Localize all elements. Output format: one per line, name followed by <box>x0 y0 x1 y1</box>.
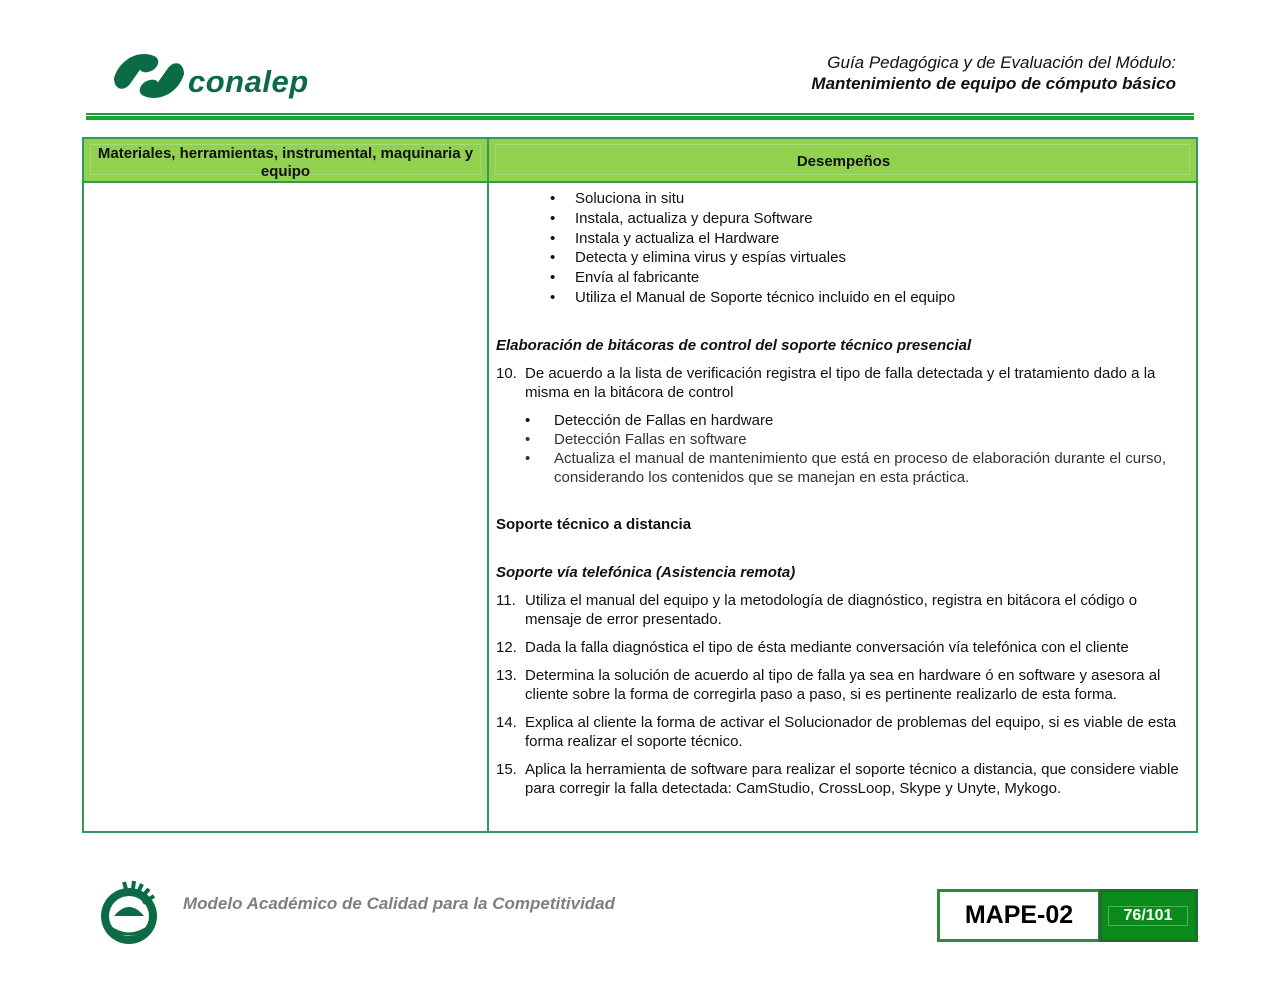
list-item: • Utiliza el Manual de Soporte técnico incluido en el equipo <box>496 288 1186 307</box>
list-item: • Detecta y elimina virus y espías virtuales <box>496 248 1186 267</box>
document-code-box <box>937 889 1101 942</box>
numbered-item-14 <box>496 713 1186 751</box>
column-header-desempenos: Desempeños <box>796 153 891 170</box>
item-text: Dada la falla diagnóstica el tipo de ésta mediante conversación vía telefónica con el cliente <box>525 638 1129 656</box>
section-heading-soporte-distancia: Soporte técnico a distancia <box>496 515 692 533</box>
conalep-logo <box>110 48 320 108</box>
model-text: Modelo Académico de Calidad para la Competitividad <box>183 894 616 913</box>
numbered-item-13 <box>496 666 1186 704</box>
document-title <box>811 52 1176 94</box>
title-line-2: Mantenimiento de equipo de cómputo básico <box>811 74 1176 93</box>
page-number-box <box>1099 889 1198 942</box>
page-number: 76/101 <box>1108 906 1188 926</box>
item-number: 13. <box>496 666 517 684</box>
list-item: • Actualiza el manual de mantenimiento que está en proceso de elaboración durante el curso, considerando los contenidos que se manejan en esta práctica. <box>496 449 1186 487</box>
item-number: 14. <box>496 713 517 731</box>
numbered-item-12 <box>496 638 1186 657</box>
list-item: • Detección Fallas en software <box>496 430 1186 449</box>
section-heading-bitacoras: Elaboración de bitácoras de control del soporte técnico presencial <box>496 336 972 354</box>
bullet-list-1 <box>496 189 1186 307</box>
item-number: 12. <box>496 638 517 656</box>
item-text: De acuerdo a la lista de verificación registra el tipo de falla detectada y el tratamiento dado a la misma en la bitácora de control <box>525 364 1156 401</box>
desempenos-content <box>496 189 1186 798</box>
item-number: 11. <box>496 591 516 609</box>
numbered-item-10 <box>496 364 1186 402</box>
table-header <box>84 139 1196 183</box>
activities-table <box>82 137 1198 833</box>
column-divider <box>487 139 489 831</box>
header-rule-thick <box>86 116 1194 120</box>
list-item: • Soluciona in situ <box>496 189 1186 208</box>
item-text: Explica al cliente la forma de activar el Solucionador de problemas del equipo, si es viable de esta forma realizar el soporte técnico. <box>525 713 1177 750</box>
bullet-list-2 <box>496 411 1186 487</box>
column-header-materials: Materiales, herramientas, instrumental, maquinaria y equipo <box>97 145 474 180</box>
numbered-item-11 <box>496 591 1186 629</box>
logo-text: conalep <box>188 64 309 99</box>
item-number: 10. <box>496 364 517 382</box>
section-heading-soporte-telefonico: Soporte vía telefónica (Asistencia remota) <box>496 563 796 581</box>
item-text: Aplica la herramienta de software para realizar el soporte técnico a distancia, que considere viable para corregir la falla detectada: CamStudio, CrossLoop, Skype y Unyte, Mykogo. <box>525 760 1179 797</box>
item-number: 15. <box>496 760 517 778</box>
numbered-item-15 <box>496 760 1186 798</box>
list-item: • Envía al fabricante <box>496 268 1186 287</box>
conalep-logo-icon <box>110 48 188 108</box>
item-text: Utiliza el manual del equipo y la metodología de diagnóstico, registra en bitácora el código o mensaje de error presentado. <box>525 591 1138 628</box>
list-item: • Instala, actualiza y depura Software <box>496 209 1186 228</box>
list-item: • Detección de Fallas en hardware <box>496 411 1186 430</box>
title-line-1: Guía Pedagógica y de Evaluación del Módulo: <box>827 53 1176 72</box>
item-text: Determina la solución de acuerdo al tipo de falla ya sea en hardware ó en software y asesora al cliente sobre la forma de corregirla paso a paso, si es pertinente realizarlo de esta forma. <box>525 666 1161 703</box>
model-emblem-icon <box>94 876 164 946</box>
header-rule-thin <box>86 113 1194 115</box>
document-code: MAPE-02 <box>964 901 1074 929</box>
list-item: • Instala y actualiza el Hardware <box>496 229 1186 248</box>
